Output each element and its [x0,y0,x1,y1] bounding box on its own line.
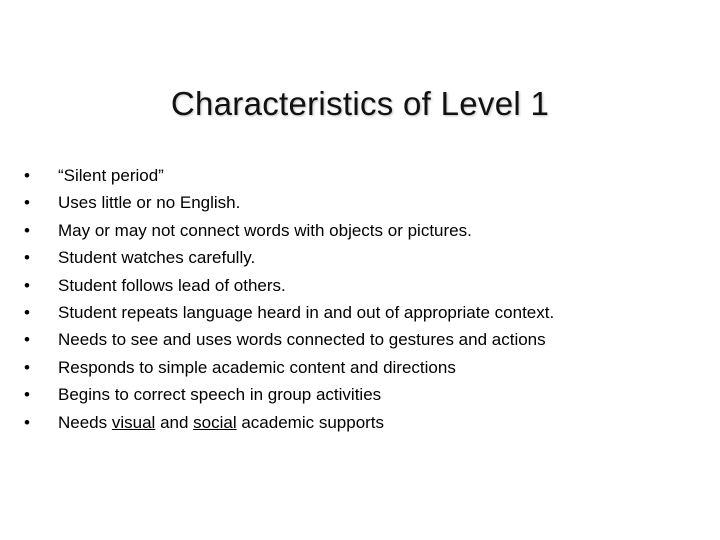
list-item [20,299,710,326]
list-item-text: Student watches carefully. [58,248,256,268]
text-segment: and [155,412,194,432]
underlined-word-visual: visual [111,412,156,432]
list-item-text: Uses little or no English. [58,193,241,213]
list-item [20,162,710,189]
list-item [20,272,710,299]
bullet-icon: • [24,357,30,377]
text-segment: academic supports [236,412,385,432]
list-item-text: Begins to correct speech in group activities [58,385,382,405]
bullet-icon: • [24,385,30,405]
list-item [20,189,710,216]
list-item [20,244,710,271]
list-item [20,326,710,353]
bullet-icon: • [24,248,30,268]
bullet-icon: • [24,220,30,240]
bullet-icon: • [24,275,30,295]
list-item-text [58,413,384,432]
bullet-icon: • [24,193,30,213]
list-item-text: Needs to see and uses words connected to gestures and actions [58,330,546,350]
list-item-text: May or may not connect words with objects or pictures. [58,220,472,240]
list-item-text: Student repeats language heard in and out of appropriate context. [58,302,555,322]
text-segment: Needs [58,412,112,432]
slide-title: Characteristics of Level 1 [170,85,550,122]
list-item-text: Responds to simple academic content and directions [58,357,456,377]
bullet-icon: • [24,412,30,432]
bullet-icon: • [24,302,30,322]
list-item-text: Student follows lead of others. [58,275,286,295]
list-item [20,217,710,244]
bullet-icon: • [24,330,30,350]
list-item [20,354,710,381]
list-item [20,409,710,436]
list-item-text: “Silent period” [58,166,164,185]
list-item [20,381,710,408]
bullet-icon: • [24,166,30,185]
bullet-list [20,162,710,436]
underlined-word-social: social [193,412,237,432]
